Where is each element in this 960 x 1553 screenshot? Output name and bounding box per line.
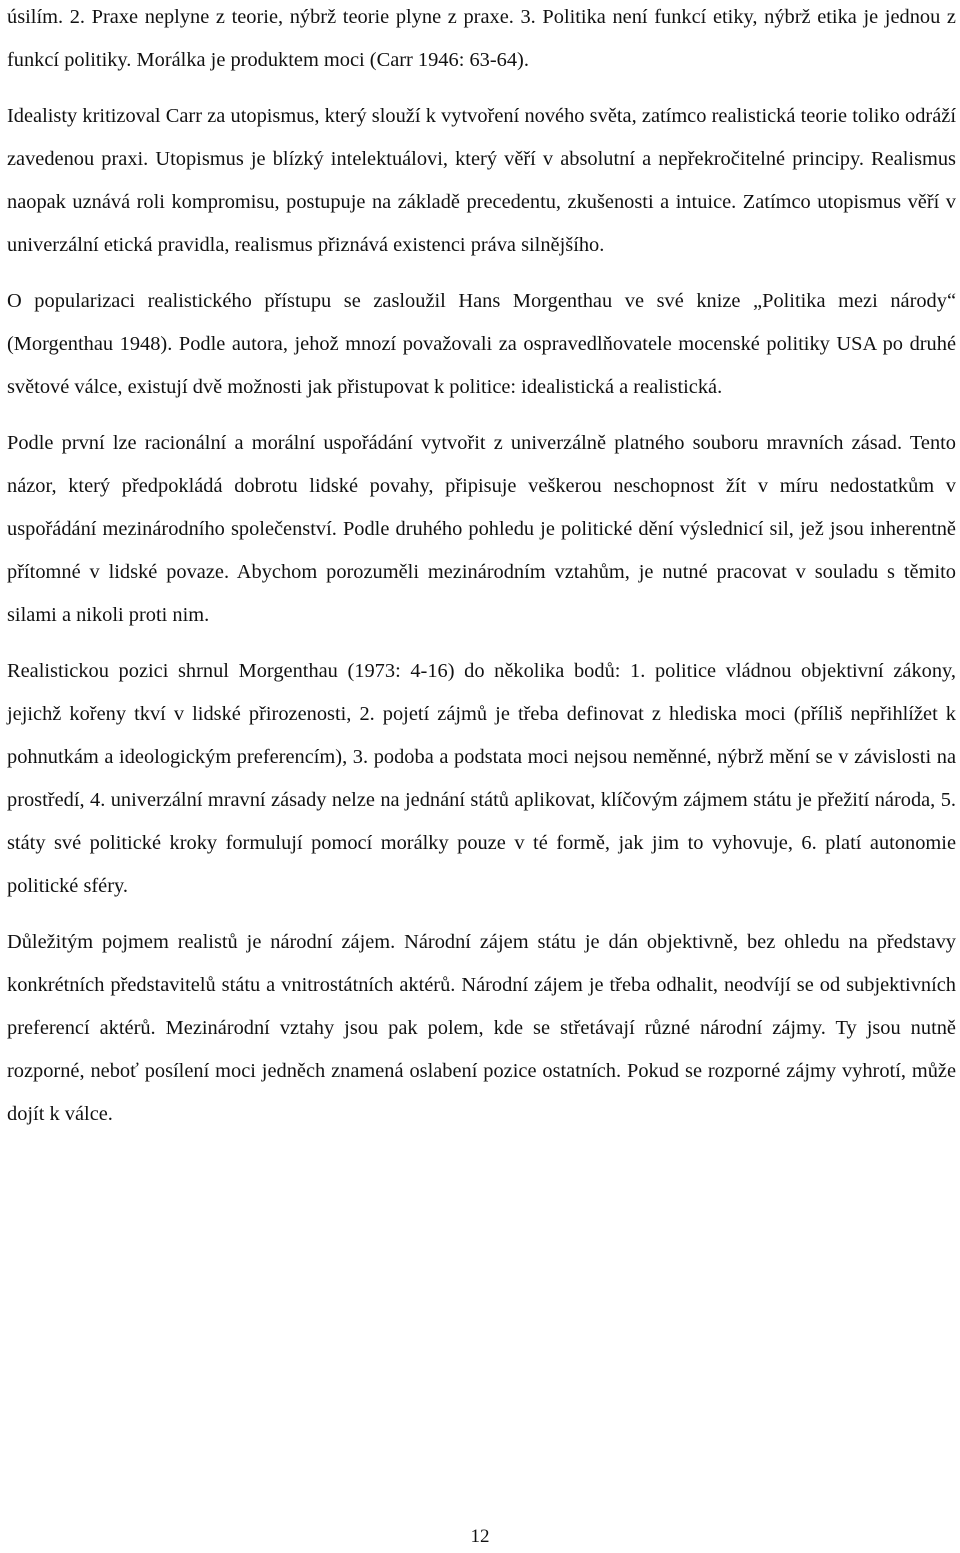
paragraph: úsilím. 2. Praxe neplyne z teorie, nýbrž teorie plyne z praxe. 3. Politika není funkcí etiky, nýbrž etika je jednou z funkcí politiky. Morálka je produktem moci (Carr 1946: 63-64). bbox=[7, 6, 956, 71]
page-number: 12 bbox=[470, 1526, 490, 1547]
paragraph: O popularizaci realistického přístupu se zasloužil Hans Morgenthau ve své knize „Politika mezi národy“ (Morgenthau 1948). Podle autora, jehož mnozí považovali za ospravedlňovatele mocenské politiky USA po druhé světové válce, existují dvě možnosti jak přistupovat k politice: idealistická a realistická. bbox=[7, 290, 956, 398]
document-body bbox=[7, 0, 956, 1136]
paragraph: Důležitým pojmem realistů je národní zájem. Národní zájem státu je dán objektivně, bez ohledu na představy konkrétních představitelů státu a vnitrostátních aktérů. Národní zájem je třeba odhalit, neodvíjí se od subjektivních preferencí aktérů. Mezinárodní vztahy jsou pak polem, kde se střetávají různé národní zájmy. Ty jsou nutně rozporné, neboť posílení moci jedněch znamená oslabení pozice ostatních. Pokud se rozporné zájmy vyhrotí, může dojít k válce. bbox=[7, 931, 956, 1125]
paragraph: Podle první lze racionální a morální uspořádání vytvořit z univerzálně platného souboru mravních zásad. Tento názor, který předpokládá dobrotu lidské povahy, připisuje veškerou neschopnost žít v míru nedostatkům v uspořádání mezinárodního společenství. Podle druhého pohledu je politické dění výslednicí sil, jež jsou inherentně přítomné v lidské povaze. Abychom porozuměli mezinárodním vztahům, je nutné pracovat v souladu s těmito silami a nikoli proti nim. bbox=[7, 432, 956, 626]
paragraph: Idealisty kritizoval Carr za utopismus, který slouží k vytvoření nového světa, zatímco realistická teorie toliko odráží zavedenou praxi. Utopismus je blízký intelektuálovi, který věří v absolutní a nepřekročitelné principy. Realismus naopak uznává roli kompromisu, postupuje na základě precedentu, zkušenosti a intuice. Zatímco utopismus věří v univerzální etická pravidla, realismus přiznává existenci práva silnějšího. bbox=[7, 105, 956, 256]
paragraph: Realistickou pozici shrnul Morgenthau (1973: 4-16) do několika bodů: 1. politice vládnou objektivní zákony, jejichž kořeny tkví v lidské přirozenosti, 2. pojetí zájmů je třeba definovat z hlediska moci (příliš nepřihlížet k pohnutkám a ideologickým preferencím), 3. podoba a podstata moci nejsou neměnné, nýbrž mění se v závislosti na prostředí, 4. univerzální mravní zásady nelze na jednání států aplikovat, klíčovým zájmem státu je přežití národa, 5. státy své politické kroky formulují pomocí morálky pouze v té formě, jak jim to vyhovuje, 6. platí autonomie politické sféry. bbox=[7, 660, 956, 897]
